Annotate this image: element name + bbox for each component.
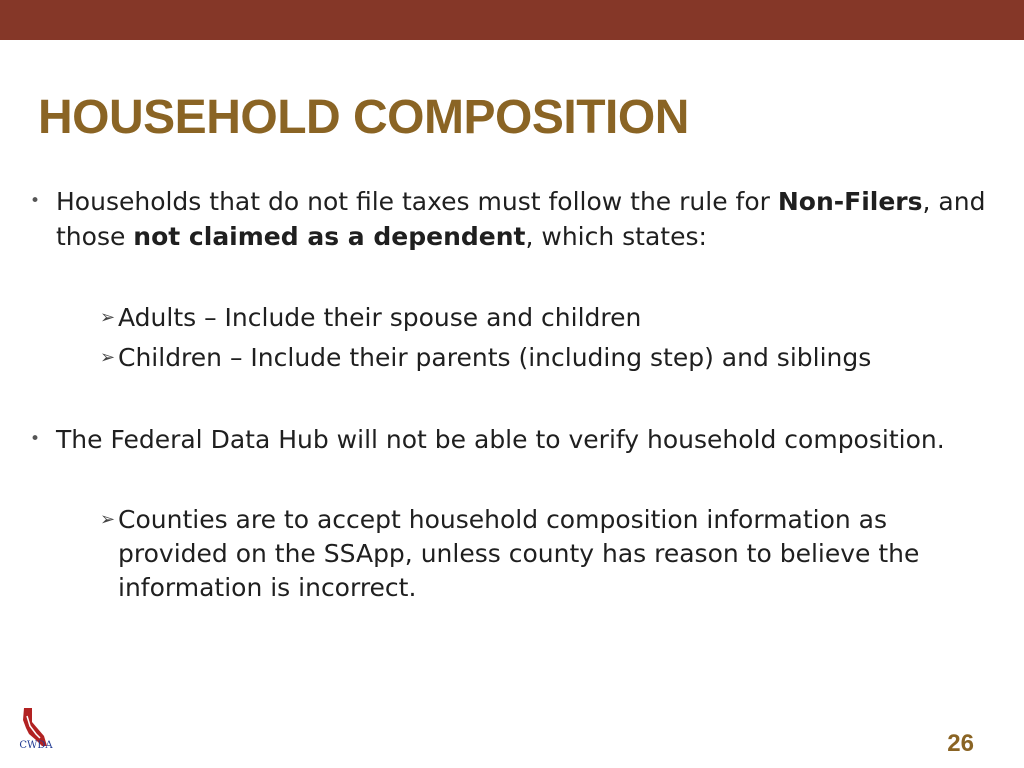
bold-term: not claimed as a dependent (133, 222, 526, 251)
bold-term: Non-Filers (777, 187, 923, 216)
sub-bullet-item (28, 341, 988, 375)
arrow-bullet-icon: ➢ (100, 509, 116, 530)
sub-bullet-text: Adults – Include their spouse and children (118, 303, 642, 332)
slide-content (28, 184, 988, 605)
bullet-text: Households that do not file taxes must follow the rule for (56, 187, 778, 216)
logo-text: CWDA (19, 740, 53, 751)
top-accent-bar (0, 0, 1024, 40)
sub-bullet-item (28, 301, 988, 335)
bullet-dot-icon: • (30, 429, 41, 449)
bullet-text: The Federal Data Hub will not be able to verify household composition. (56, 425, 945, 454)
page-number: 26 (947, 730, 974, 757)
bullet-text: , and those (56, 187, 986, 251)
arrow-bullet-icon: ➢ (100, 307, 116, 328)
bullet-item (28, 422, 988, 457)
bullet-item (28, 184, 988, 254)
sub-bullet-text: Children – Include their parents (including step) and siblings (118, 343, 872, 372)
slide-title: HOUSEHOLD COMPOSITION (38, 91, 689, 144)
sub-bullet-item (28, 503, 988, 605)
bullet-text: , which states: (525, 222, 707, 251)
arrow-bullet-icon: ➢ (100, 347, 116, 368)
bullet-dot-icon: • (30, 191, 41, 211)
sub-bullet-text: Counties are to accept household composition information as provided on the SSApp, unless county has reason to believe the information is incorrect. (118, 505, 920, 602)
